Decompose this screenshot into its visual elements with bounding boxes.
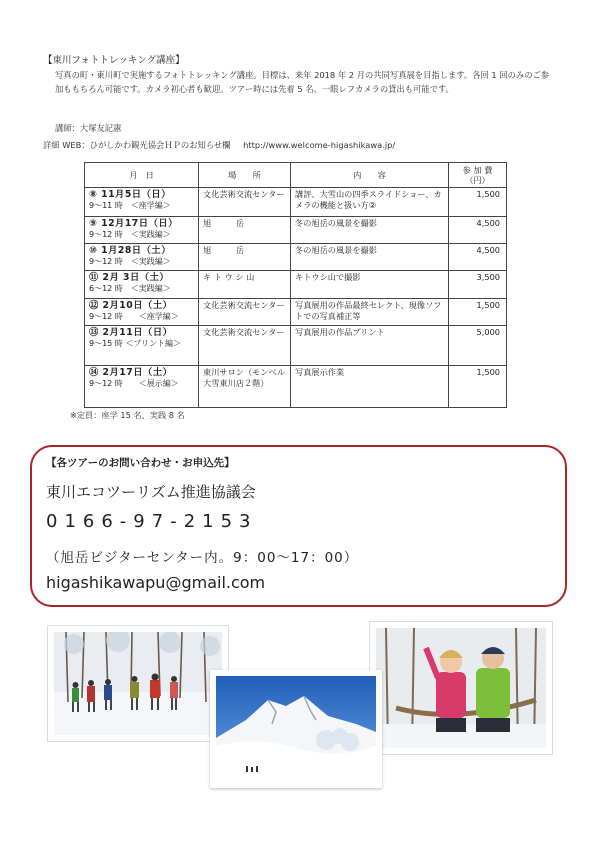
header-date: 月 日 [85, 163, 199, 188]
table-row [85, 366, 507, 408]
cell-content: 写真展示作業 [291, 366, 449, 408]
table-row [85, 188, 507, 217]
cell-fee: 1,500 [449, 188, 507, 217]
cell-date: ⑫ 2月10日（土） 9～12 時 ＜座学編＞ [85, 299, 199, 326]
cell-date: ⑧ 11月5日（日） 9～11 時 ＜座学編＞ [85, 188, 199, 217]
intro-paragraph: 写真の町・東川町で実施するフォトトレッキング講座。目標は、来年 2018 年 2 月の共同写真展を目指します。各回 1 回のみのご参加ももちろん可能です。カメラ初心者も歓迎。ツアー時には先着 5 名、一眼レフカメラの貸出も可能です。 [55, 70, 550, 94]
table-row [85, 326, 507, 366]
cell-fee: 5,000 [449, 326, 507, 366]
cell-place: 旭 岳 [199, 217, 291, 244]
contact-heading: 【各ツアーのお問い合わせ・お申込先】 [46, 457, 235, 469]
contact-phone[interactable]: 0166-97-2153 [46, 511, 258, 532]
cell-fee: 1,500 [449, 299, 507, 326]
cell-content: 写真展用の作品プリント [291, 326, 449, 366]
table-row [85, 217, 507, 244]
cell-date: ⑨ 12月17日（日） 9～12 時 ＜実践編＞ [85, 217, 199, 244]
snowshoe-group-photo [48, 626, 228, 741]
cell-place: 文化芸術交流センター [199, 188, 291, 217]
cell-content: 冬の旭岳の風景を撮影 [291, 217, 449, 244]
contact-box [30, 445, 567, 607]
cell-place: 文化芸術交流センター [199, 326, 291, 366]
contact-email[interactable]: higashikawapu@gmail.com [46, 573, 266, 592]
cell-date: ⑭ 2月17日（土） 9～12 時 ＜展示編＞ [85, 366, 199, 408]
cell-content: キトウシ山で撮影 [291, 271, 449, 299]
header-fee: 参 加 費 （円） [449, 163, 507, 188]
cell-fee: 4,500 [449, 217, 507, 244]
cell-content: 写真展用の作品最終セレクト、現像ソフトでの写真補正等 [291, 299, 449, 326]
snowy-mountain-photo [210, 670, 382, 788]
web-info [43, 139, 405, 151]
cell-place: 東川サロン（モンベル大雪東川店２階） [199, 366, 291, 408]
header-place: 場 所 [199, 163, 291, 188]
table-header-row [85, 163, 507, 188]
contact-organization: 東川エコツーリズム推進協議会 [46, 483, 256, 501]
cell-fee: 1,500 [449, 366, 507, 408]
cell-fee: 3,500 [449, 271, 507, 299]
smiling-couple-photo [370, 622, 552, 754]
table-row [85, 271, 507, 299]
cell-date: ⑪ 2月 3日（土） 6～12 時 ＜実践編＞ [85, 271, 199, 299]
capacity-note: ※定員：座学 15 名、実践 8 名 [70, 410, 185, 420]
table-row [85, 244, 507, 271]
cell-place: 旭 岳 [199, 244, 291, 271]
section-title: 【東川フォトトレッキング講座】 [43, 55, 185, 66]
lecturer-line: 講師：大塚友記憲 [55, 123, 122, 133]
schedule-table [84, 162, 507, 408]
web-url-link[interactable]: http://www.welcome-higashikawa.jp/ [243, 140, 396, 150]
contact-hours: （旭岳ビジターセンター内。9：00～17：00） [46, 550, 359, 566]
web-label: 詳細 WEB：ひがしかわ観光協会ＨＰのお知らせ欄 [43, 140, 231, 150]
cell-content: 冬の旭岳の風景を撮影 [291, 244, 449, 271]
cell-date: ⑩ 1月28日（土） 9～12 時 ＜実践編＞ [85, 244, 199, 271]
cell-place: キ ト ウ シ 山 [199, 271, 291, 299]
cell-place: 文化芸術交流センター [199, 299, 291, 326]
cell-fee: 4,500 [449, 244, 507, 271]
cell-date: ⑬ 2月11日（日） 9～15 時 ＜プリント編＞ [85, 326, 199, 366]
header-content: 内 容 [291, 163, 449, 188]
cell-content: 講評、大雪山の四季スライドショー、カメラの機能と扱い方② [291, 188, 449, 217]
table-row [85, 299, 507, 326]
